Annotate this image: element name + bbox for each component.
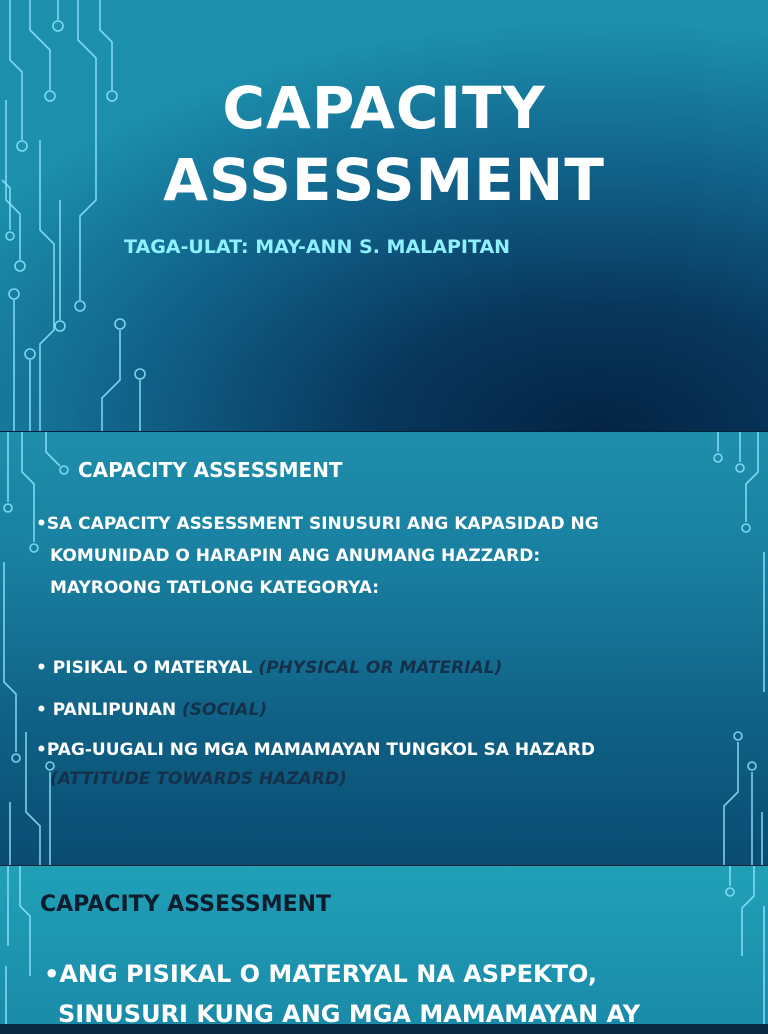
item-translation: (SOCIAL) xyxy=(182,700,268,720)
content-slide xyxy=(0,432,768,866)
title-line-2: ASSESSMENT xyxy=(163,146,605,214)
item-text: •PAG-UUGALI NG MGA MAMAMAYAN TUNGKOL SA HAZARD xyxy=(36,740,595,760)
title-line-1: CAPACITY xyxy=(222,74,546,142)
item-translation: (PHYSICAL OR MATERIAL) xyxy=(258,658,503,678)
intro-line-3: MAYROONG TATLONG KATEGORYA: xyxy=(50,578,380,598)
circuit-decoration-left xyxy=(0,432,80,866)
slide-heading: CAPACITY ASSESSMENT xyxy=(40,892,332,917)
bullet-line-2: SINUSURI KUNG ANG MGA MAMAMAYAN AY xyxy=(58,1000,641,1028)
title-slide xyxy=(0,0,768,432)
item-text: • PANLIPUNAN xyxy=(36,700,183,720)
circuit-decoration-left xyxy=(0,0,160,432)
slide-heading: CAPACITY ASSESSMENT xyxy=(78,458,343,482)
intro-line-2: KOMUNIDAD O HARAPIN ANG ANUMANG HAZZARD: xyxy=(50,546,541,566)
circuit-decoration-left xyxy=(0,866,40,1024)
item-text: • PISIKAL O MATERYAL xyxy=(36,658,259,678)
slide-title xyxy=(0,72,768,216)
list-item xyxy=(36,734,595,792)
bullet-text xyxy=(44,954,744,1034)
bullet-line-1: •ANG PISIKAL O MATERYAL NA ASPEKTO, xyxy=(44,960,598,988)
list-item xyxy=(36,652,502,684)
item-translation: (ATTITUDE TOWARDS HAZARD) xyxy=(50,769,347,789)
circuit-decoration-right xyxy=(688,432,768,866)
intro-line-1: •SA CAPACITY ASSESSMENT SINUSURI ANG KAPASIDAD NG xyxy=(36,514,599,534)
list-item xyxy=(36,694,267,726)
presenter-subtitle: TAGA-ULAT: MAY-ANN S. MALAPITAN xyxy=(124,236,511,258)
